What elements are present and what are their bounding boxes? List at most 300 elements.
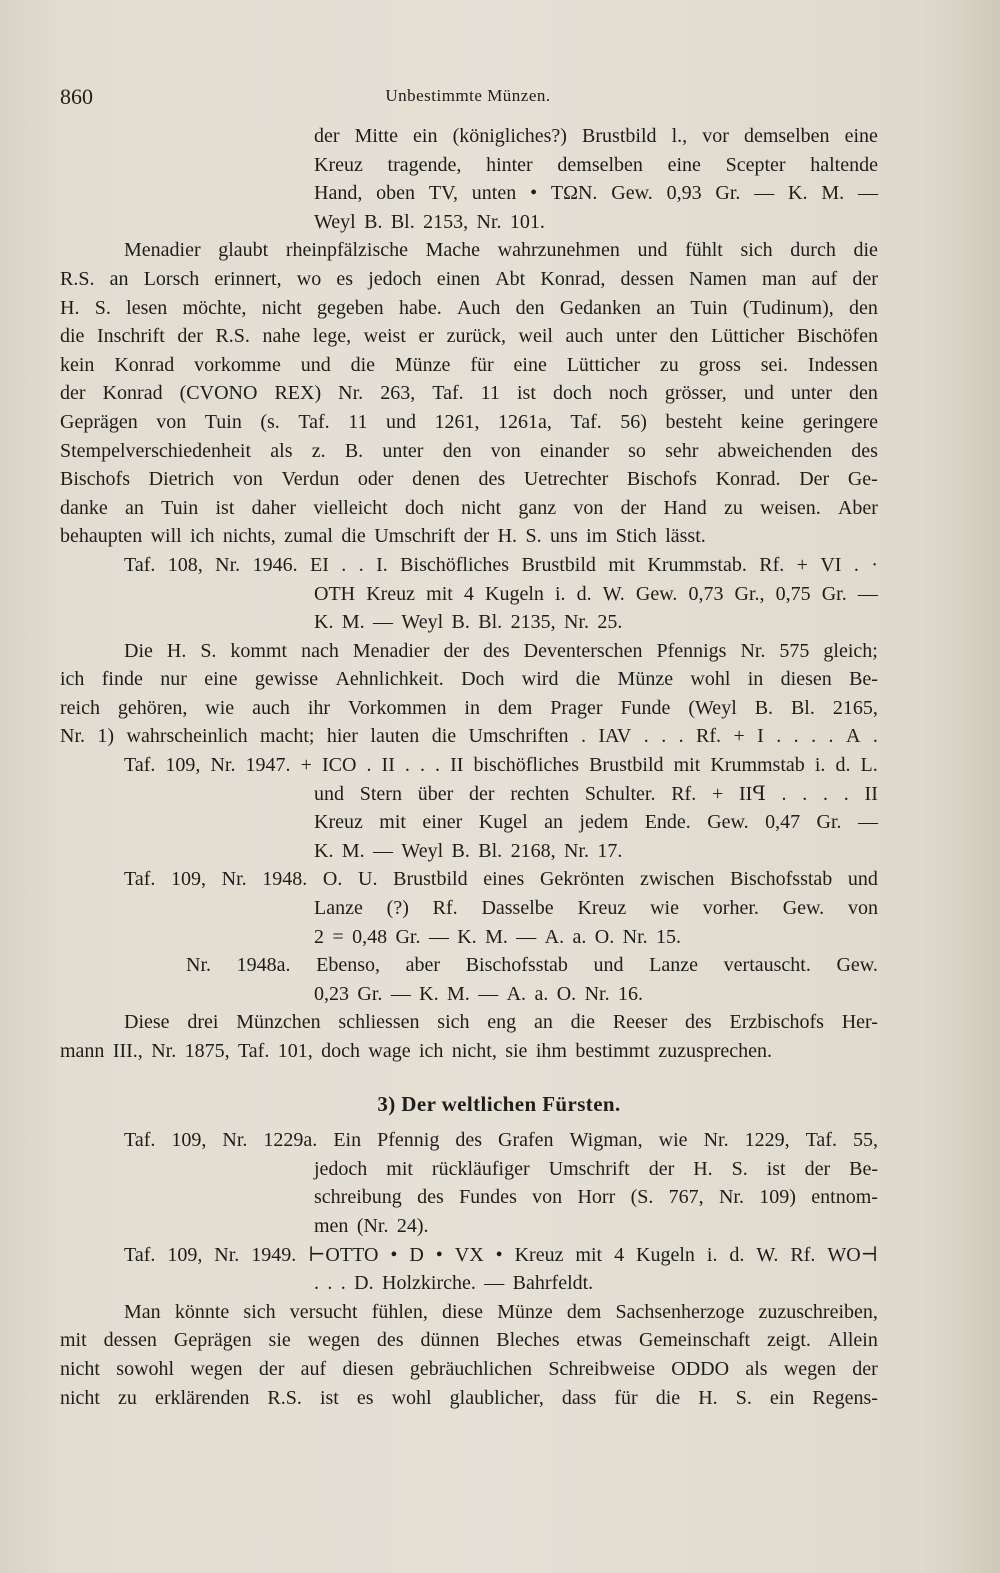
word: ich xyxy=(419,1040,444,1062)
word: Dietrich xyxy=(148,468,215,491)
section-heading: 3) Der weltlichen Fürsten. xyxy=(377,1091,621,1116)
word: mit xyxy=(379,811,406,834)
word: der xyxy=(852,267,878,290)
word: sich xyxy=(740,239,773,262)
word: Bischofs xyxy=(626,468,697,491)
word: a. xyxy=(572,925,587,948)
word: Schreibweise xyxy=(548,1357,655,1380)
word: Bl. xyxy=(478,839,503,862)
word: eng xyxy=(487,1011,517,1034)
word: nicht xyxy=(60,1357,100,1380)
word: Bischofsstab xyxy=(465,954,568,977)
word: — xyxy=(390,982,411,1005)
word: . xyxy=(580,725,586,748)
word: Umschrift xyxy=(374,525,456,548)
word: der xyxy=(443,639,469,662)
text-line xyxy=(60,608,878,637)
word: Lanze xyxy=(314,897,363,920)
word: des xyxy=(478,468,506,491)
word: 101. xyxy=(509,210,545,233)
word: ein xyxy=(769,1386,795,1409)
word: . xyxy=(802,782,808,805)
word: glaubt xyxy=(218,239,269,262)
word: 767, xyxy=(668,1186,704,1209)
word: ganz xyxy=(518,496,557,519)
text-line xyxy=(60,294,878,323)
word: II xyxy=(864,782,878,805)
word: schreibung xyxy=(314,1186,402,1209)
word: auch xyxy=(565,325,604,348)
word: + xyxy=(796,553,808,576)
text-line xyxy=(60,951,878,980)
word: K. xyxy=(314,839,334,862)
word: B. xyxy=(364,210,383,233)
word: einer xyxy=(422,811,463,834)
word: der xyxy=(314,125,340,147)
word: wahrscheinlich xyxy=(126,725,248,748)
word: Münze xyxy=(617,668,674,691)
word: Münze xyxy=(497,1300,553,1323)
word: diesen xyxy=(342,1357,394,1380)
word: . xyxy=(823,782,829,805)
word: 0,48 xyxy=(352,925,388,948)
word: dessen xyxy=(620,267,674,290)
word: Taf. xyxy=(570,410,602,433)
word: es xyxy=(336,267,354,290)
body-text xyxy=(60,122,878,1412)
word: die xyxy=(853,239,878,262)
word: den xyxy=(515,296,545,319)
word: des xyxy=(417,1186,444,1209)
word: jedem xyxy=(579,811,629,834)
word: Gekrönten xyxy=(539,868,625,891)
word: (S. xyxy=(630,1186,654,1209)
word: R.S. xyxy=(215,325,250,348)
word: besteht xyxy=(665,410,723,433)
word: H. xyxy=(698,1386,718,1409)
word: Nr. xyxy=(563,839,589,862)
word: + xyxy=(733,725,745,748)
word: (CVONO xyxy=(179,382,258,405)
word: H. xyxy=(60,296,80,319)
word: Münze xyxy=(394,353,451,376)
text-line xyxy=(60,808,878,837)
word: auf xyxy=(811,267,838,290)
word: 109, xyxy=(167,1243,203,1266)
word: Taf. xyxy=(124,868,156,891)
word: oben xyxy=(376,182,416,205)
word: . xyxy=(358,553,364,576)
word: Scepter xyxy=(725,153,786,176)
word: M. xyxy=(447,982,470,1005)
text-line xyxy=(60,494,878,523)
word: denen xyxy=(412,468,460,491)
word: II xyxy=(381,754,395,777)
word: doch xyxy=(404,496,444,519)
word: so xyxy=(628,439,646,462)
word: Lütticher xyxy=(710,325,785,348)
word: B. xyxy=(451,839,470,862)
word: K. xyxy=(419,982,439,1005)
word: 109, xyxy=(171,1129,207,1152)
word: des xyxy=(851,439,878,462)
word: lässt. xyxy=(665,525,706,548)
word: (Tudinum), xyxy=(742,296,834,319)
word: 56) xyxy=(620,410,647,433)
word: von xyxy=(156,410,187,433)
word: Bischöfliches xyxy=(400,553,510,576)
word: dem xyxy=(497,696,533,719)
text-line xyxy=(60,1298,878,1327)
text-line xyxy=(60,1155,878,1184)
word: (Nr. xyxy=(356,1214,389,1237)
word: (?) xyxy=(386,897,409,920)
text-line xyxy=(60,780,878,809)
word: 1261a, xyxy=(498,410,552,433)
word: l., xyxy=(671,125,688,147)
section-gap xyxy=(60,1066,878,1090)
word: versucht xyxy=(289,1300,358,1323)
word: rheinpfälzische xyxy=(285,239,409,262)
word: Nr. xyxy=(476,210,502,233)
word: III., xyxy=(112,1040,143,1062)
word: Nr. xyxy=(740,639,766,662)
word: für xyxy=(614,1386,638,1409)
word: Hand xyxy=(663,496,707,519)
word: Auch xyxy=(457,296,501,319)
word: etwas xyxy=(576,1329,623,1352)
text-line xyxy=(60,437,878,466)
word: (Weyl xyxy=(688,696,737,719)
word: mit xyxy=(608,553,635,576)
word: 24). xyxy=(396,1214,429,1237)
word: Reeser xyxy=(612,1011,668,1034)
word: 4 xyxy=(614,1243,625,1266)
word: Stern xyxy=(359,782,402,805)
word: Taf. xyxy=(124,1243,156,1266)
text-line xyxy=(60,179,878,208)
word: die xyxy=(431,725,457,748)
word: Rf. xyxy=(790,1243,816,1266)
word: die xyxy=(350,353,376,376)
text-line xyxy=(60,1183,878,1212)
text-line xyxy=(60,580,878,609)
text-line xyxy=(60,665,878,694)
word: den xyxy=(849,382,878,405)
word: Tuin xyxy=(204,410,242,433)
word: 1229a. xyxy=(263,1129,318,1152)
word: Nr. xyxy=(222,1129,248,1152)
word: — xyxy=(484,1272,505,1295)
word: Rf. xyxy=(759,553,785,576)
word: Kreuz xyxy=(514,1243,564,1266)
word: Her- xyxy=(841,1011,878,1034)
word: Bischofs xyxy=(60,468,130,491)
word: Horr xyxy=(577,1186,616,1209)
word: 108, xyxy=(167,553,203,576)
word: lesen xyxy=(126,296,168,319)
word: — xyxy=(754,182,775,205)
word: vertauscht. xyxy=(723,954,811,977)
word: Krummstab xyxy=(710,754,805,777)
word: — xyxy=(478,982,499,1005)
word: . xyxy=(843,782,849,805)
text-line xyxy=(60,722,878,751)
word: sich xyxy=(437,1011,470,1034)
word: wegen xyxy=(783,1357,837,1380)
word: ist xyxy=(215,496,235,519)
word: H. xyxy=(166,639,187,662)
word: wie xyxy=(205,696,235,719)
word: — xyxy=(857,582,878,605)
word: könnte xyxy=(174,1300,230,1323)
word: . xyxy=(327,1272,333,1295)
word: der xyxy=(620,496,647,519)
word: und xyxy=(593,954,624,977)
word: Bahrfeldt. xyxy=(512,1272,594,1295)
word: Kugeln xyxy=(485,582,544,605)
word: reich xyxy=(60,696,100,719)
word: ⊢OTTO xyxy=(308,1243,379,1266)
word: 263, xyxy=(380,382,416,405)
word: wo xyxy=(296,267,322,290)
word: TΩN. xyxy=(550,182,598,205)
word: vorkomme xyxy=(194,353,281,376)
word: Doch xyxy=(461,668,505,691)
word: a. xyxy=(534,982,549,1005)
word: VI xyxy=(820,553,842,576)
word: 109, xyxy=(171,868,206,891)
word: 0,47 xyxy=(765,811,801,834)
word: M. xyxy=(821,182,845,205)
word: S. xyxy=(525,525,542,548)
word: nicht xyxy=(261,296,302,319)
word: — xyxy=(373,839,394,862)
word: S. xyxy=(200,639,217,662)
word: S. xyxy=(735,1386,752,1409)
word: Aehnlichkeit. xyxy=(335,668,444,691)
word: K. xyxy=(314,611,334,634)
word: rückläufiger xyxy=(431,1157,530,1180)
word: d. xyxy=(729,1243,745,1266)
word: H. xyxy=(693,1157,713,1180)
word: die xyxy=(655,1386,681,1409)
word: Kreuz xyxy=(366,582,416,605)
word: 15. xyxy=(656,925,682,948)
word: • xyxy=(530,182,538,205)
word: 2168, xyxy=(510,839,556,862)
text-line xyxy=(60,408,878,437)
word: Lorsch xyxy=(143,267,200,290)
word: an xyxy=(125,496,144,519)
word: S. xyxy=(731,1157,748,1180)
word: — xyxy=(428,925,449,948)
word: . xyxy=(811,725,817,748)
word: Nr. xyxy=(214,1243,240,1266)
word: · xyxy=(871,553,878,576)
word: . xyxy=(828,725,834,748)
word: Geprägen xyxy=(173,1329,252,1352)
word: REX) xyxy=(274,382,322,405)
word: Kreuz xyxy=(314,153,363,176)
word: Tuin xyxy=(690,296,728,319)
word: Ende. xyxy=(644,811,691,834)
word: Ebenso, xyxy=(316,954,381,977)
word: 11 xyxy=(480,382,500,405)
word: wohl xyxy=(690,668,731,691)
word: = xyxy=(332,925,344,948)
word: Nr. xyxy=(563,611,589,634)
word: Umschriften xyxy=(468,725,569,748)
word: eines xyxy=(483,868,525,891)
word: ihm xyxy=(535,1040,567,1062)
word: Be- xyxy=(849,1157,878,1180)
word: dem xyxy=(566,1300,602,1323)
word: Der xyxy=(799,468,830,491)
word: als xyxy=(745,1357,768,1380)
word: der xyxy=(852,1357,878,1380)
text-line xyxy=(60,1008,878,1037)
word: Brustbild xyxy=(521,553,596,576)
word: zumal xyxy=(284,525,333,548)
word: B. xyxy=(754,696,774,719)
word: WO⊣ xyxy=(827,1243,878,1266)
word: erklärenden xyxy=(154,1386,250,1409)
word: Taf. xyxy=(124,1129,156,1152)
word: nichts, xyxy=(222,525,276,548)
word: W. xyxy=(602,582,625,605)
text-line xyxy=(60,1269,878,1298)
word: an xyxy=(533,1011,553,1034)
word: den xyxy=(669,325,699,348)
word: Mitte xyxy=(354,125,398,147)
word: ich xyxy=(60,668,85,691)
word: Ge- xyxy=(847,468,878,491)
word: Lanze xyxy=(649,954,699,977)
word: + xyxy=(711,782,724,805)
word: nicht xyxy=(461,496,502,519)
word: nur xyxy=(160,668,187,691)
word: auch xyxy=(252,696,290,719)
word: mit xyxy=(426,582,453,605)
word: ihr xyxy=(307,696,331,719)
word: man xyxy=(761,267,797,290)
word: S. xyxy=(94,296,111,319)
word: EI xyxy=(309,553,329,576)
word: ODDO xyxy=(671,1357,730,1380)
word: Gr. xyxy=(395,925,421,948)
word: 1261, xyxy=(434,410,480,433)
word: Umschrift xyxy=(548,1157,630,1180)
word: 2 xyxy=(314,925,324,948)
word: hier xyxy=(326,725,358,748)
word: W. xyxy=(756,1243,779,1266)
word: zuzusprechen. xyxy=(658,1040,773,1062)
word: 575 xyxy=(779,639,810,662)
word: Hand, xyxy=(314,182,363,205)
word: fühlen, xyxy=(371,1300,428,1323)
word: weil xyxy=(518,325,553,348)
word: dass xyxy=(561,1386,597,1409)
word: . xyxy=(366,754,372,777)
text-line xyxy=(60,1355,878,1384)
word: die xyxy=(60,325,85,348)
text-line xyxy=(60,322,878,351)
word: der xyxy=(60,382,86,405)
word: bischöfliches xyxy=(473,754,580,777)
word: nach xyxy=(301,639,339,662)
word: 25. xyxy=(597,611,623,634)
word: Konrad, xyxy=(540,267,606,290)
word: danke xyxy=(60,496,108,519)
word: schliessen xyxy=(338,1011,420,1034)
word: wage xyxy=(368,1040,411,1062)
word: 1948a. xyxy=(236,954,291,977)
word: von xyxy=(847,897,878,920)
word: Nr. xyxy=(186,954,211,977)
word: und xyxy=(637,239,668,262)
word: 109) xyxy=(759,1186,796,1209)
word: . xyxy=(314,1272,319,1295)
word: von xyxy=(232,468,263,491)
word: als xyxy=(270,439,293,462)
word: L. xyxy=(860,754,878,777)
word: M. xyxy=(341,611,365,634)
word: Gr., xyxy=(734,582,765,605)
word: Nr. xyxy=(622,925,648,948)
word: 1949. xyxy=(251,1243,297,1266)
word: zuzuschreiben, xyxy=(758,1300,878,1323)
word: 0,73 xyxy=(688,582,724,605)
word: mann xyxy=(60,1040,105,1062)
word: haltende xyxy=(810,153,878,176)
word: der xyxy=(463,525,490,548)
word: Abt xyxy=(495,267,526,290)
word: fühlt xyxy=(685,239,723,262)
text-line xyxy=(60,522,878,551)
word: K. xyxy=(457,925,477,948)
word: Münzchen xyxy=(236,1011,321,1034)
word: lauten xyxy=(370,725,420,748)
word: Konrad. xyxy=(715,468,781,491)
word: mit xyxy=(386,1157,413,1180)
word: Deventerschen xyxy=(523,639,643,662)
word: von xyxy=(490,439,521,462)
word: aber xyxy=(405,954,441,977)
word: nahe xyxy=(262,325,301,348)
word: im xyxy=(586,525,608,548)
word: 1) xyxy=(97,725,115,748)
word: Bleches xyxy=(496,1329,560,1352)
word: Ein xyxy=(333,1129,362,1152)
word: entnom- xyxy=(811,1186,878,1209)
word: Schulter. xyxy=(584,782,656,805)
word: 0,75 xyxy=(775,582,811,605)
word: sich xyxy=(243,1300,276,1323)
text-line xyxy=(60,151,878,180)
word: zu xyxy=(118,1386,137,1409)
text-line xyxy=(60,1212,878,1241)
word: von xyxy=(573,496,604,519)
word: will xyxy=(150,525,182,548)
word: Weyl xyxy=(401,839,444,862)
word: 1947. xyxy=(245,754,291,777)
word: TV, xyxy=(428,182,458,205)
word: Nr. xyxy=(221,868,247,891)
word: VX xyxy=(454,1243,484,1266)
word: zurück, xyxy=(446,325,506,348)
word: die xyxy=(341,525,366,548)
